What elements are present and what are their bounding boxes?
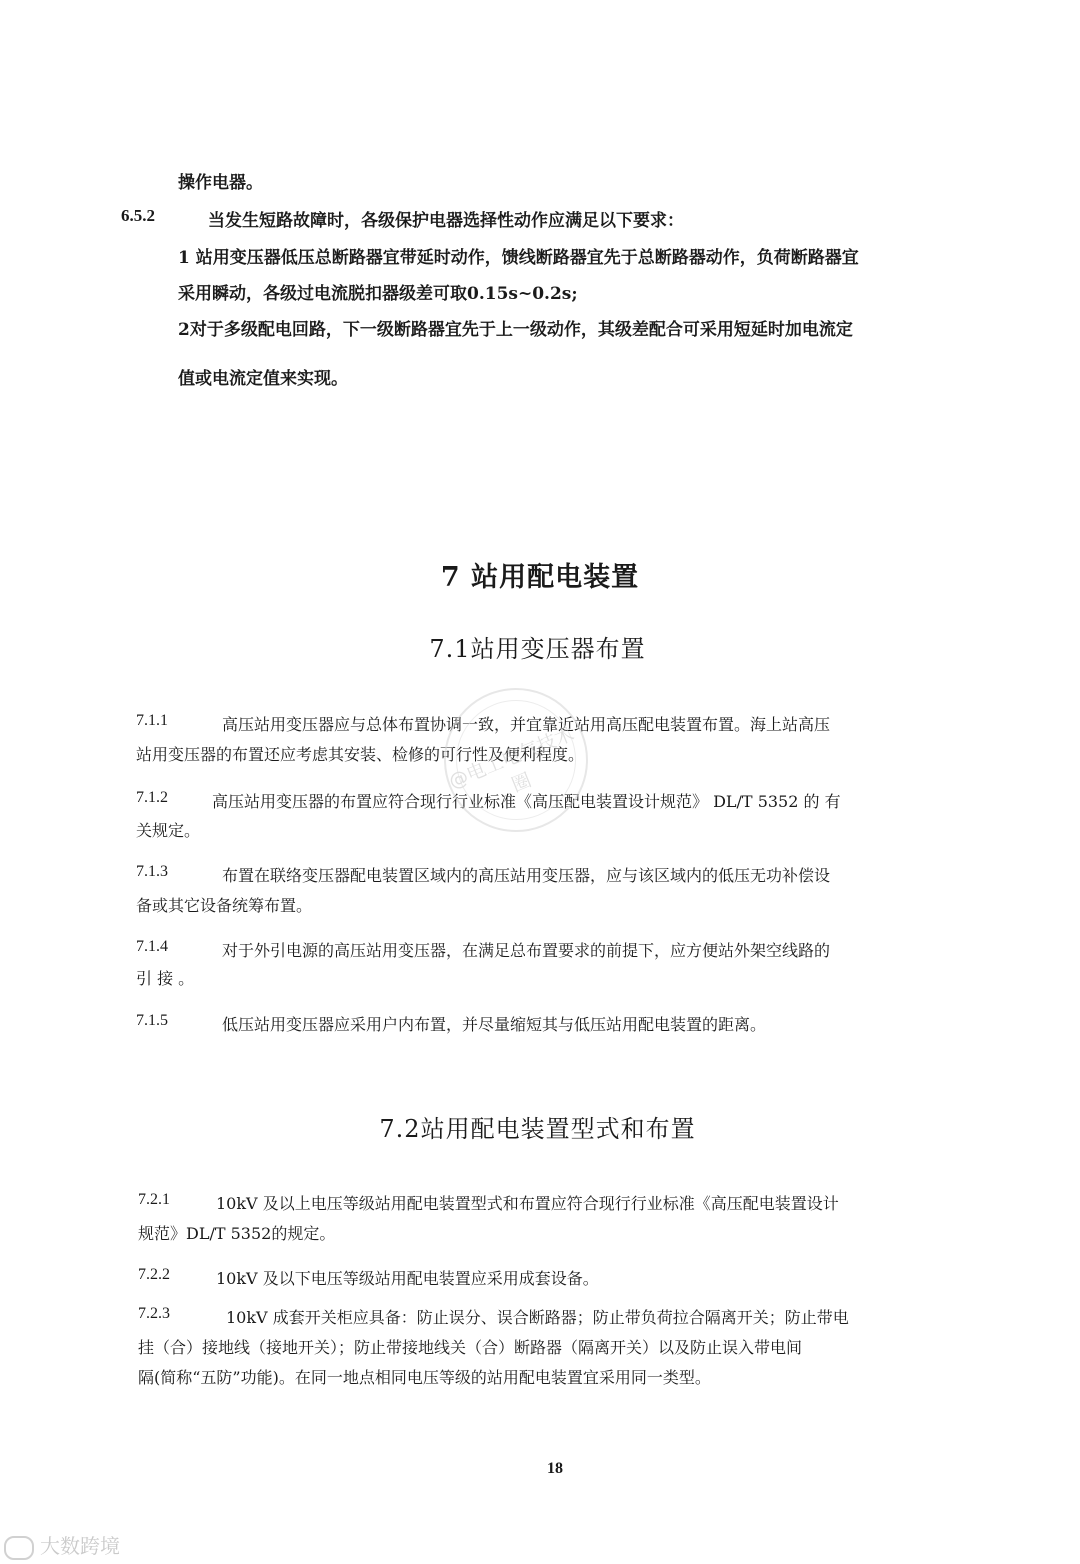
clause-text: 隔(简称“五防”功能)。在同一地点相同电压等级的站用配电装置宜采用同一类型。	[138, 1368, 711, 1387]
clause-text: 引 接 。	[136, 969, 195, 988]
section-title-7-1: 7.1站用变压器布置	[429, 635, 646, 663]
clause-number: 7.1.5	[136, 1012, 168, 1029]
clause-text: 高压站用变压器应与总体布置协调一致，并宜靠近站用高压配电装置布置。海上站高压	[222, 715, 831, 734]
text-line: 操作电器。	[178, 173, 263, 193]
clause-text: 高压站用变压器的布置应符合现行行业标准《高压配电装置设计规范》 DL/T 5352 的 有	[212, 792, 841, 811]
section-title-7-2: 7.2站用配电装置型式和布置	[379, 1115, 696, 1143]
clause-number: 7.2.1	[138, 1191, 170, 1208]
clause-text: 10kV 及以上电压等级站用配电装置型式和布置应符合现行行业标准《高压配电装置设计	[216, 1194, 839, 1213]
clause-number: 7.1.2	[136, 789, 168, 806]
clause-number: 7.1.1	[136, 712, 168, 729]
clause-text: 10kV 成套开关柜应具备：防止误分、误合断路器；防止带负荷拉合隔离开关；防止带电	[226, 1308, 849, 1327]
list-item-1-line-2: 采用瞬动，各级过电流脱扣器级差可取0.15s~0.2s;	[178, 284, 578, 304]
clause-text: 关规定。	[136, 821, 201, 840]
list-item-1-line-1: 1 站用变压器低压总断路器宜带延时动作，馈线断路器宜先于总断路器动作，负荷断路器宜	[178, 248, 859, 268]
chapter-title: 7 站用配电装置	[440, 562, 640, 593]
clause-text: 备或其它设备统筹布置。	[136, 896, 313, 915]
clause-text: 低压站用变压器应采用户内布置，并尽量缩短其与低压站用配电装置的距离。	[222, 1015, 767, 1034]
watermark-text: @电工电气技术圈	[445, 722, 578, 797]
clause-number: 7.1.3	[136, 863, 168, 880]
clause-text: 站用变压器的布置还应考虑其安装、检修的可行性及便利程度。	[136, 745, 585, 764]
footer-logo	[4, 1530, 120, 1560]
watermark-stamp	[444, 688, 588, 832]
footer-logo-text: 大数跨境	[40, 1534, 120, 1558]
brand-logo-icon	[4, 1536, 34, 1560]
clause-text: 规范》DL/T 5352的规定。	[138, 1224, 336, 1243]
clause-text: 对于外引电源的高压站用变压器，在满足总布置要求的前提下，应方便站外架空线路的	[222, 941, 831, 960]
list-item-2-line-2: 值或电流定值来实现。	[178, 369, 348, 389]
clause-number: 7.1.4	[136, 938, 168, 955]
clause-number: 6.5.2	[121, 206, 155, 225]
clause-text: 挂（合）接地线（接地开关）；防止带接地线关（合）断路器（隔离开关）以及防止误入带电间	[138, 1338, 803, 1357]
clause-text: 10kV 及以下电压等级站用配电装置应采用成套设备。	[216, 1269, 599, 1288]
clause-text: 当发生短路故障时，各级保护电器选择性动作应满足以下要求：	[208, 211, 684, 231]
clause-number: 7.2.2	[138, 1266, 170, 1283]
page-number: 18	[547, 1460, 563, 1477]
clause-text: 布置在联络变压器配电装置区域内的高压站用变压器，应与该区域内的低压无功补偿设	[222, 866, 831, 885]
list-item-2-line-1: 2对于多级配电回路，下一级断路器宜先于上一级动作，其级差配合可采用短延时加电流定	[178, 320, 853, 340]
clause-number: 7.2.3	[138, 1305, 170, 1322]
